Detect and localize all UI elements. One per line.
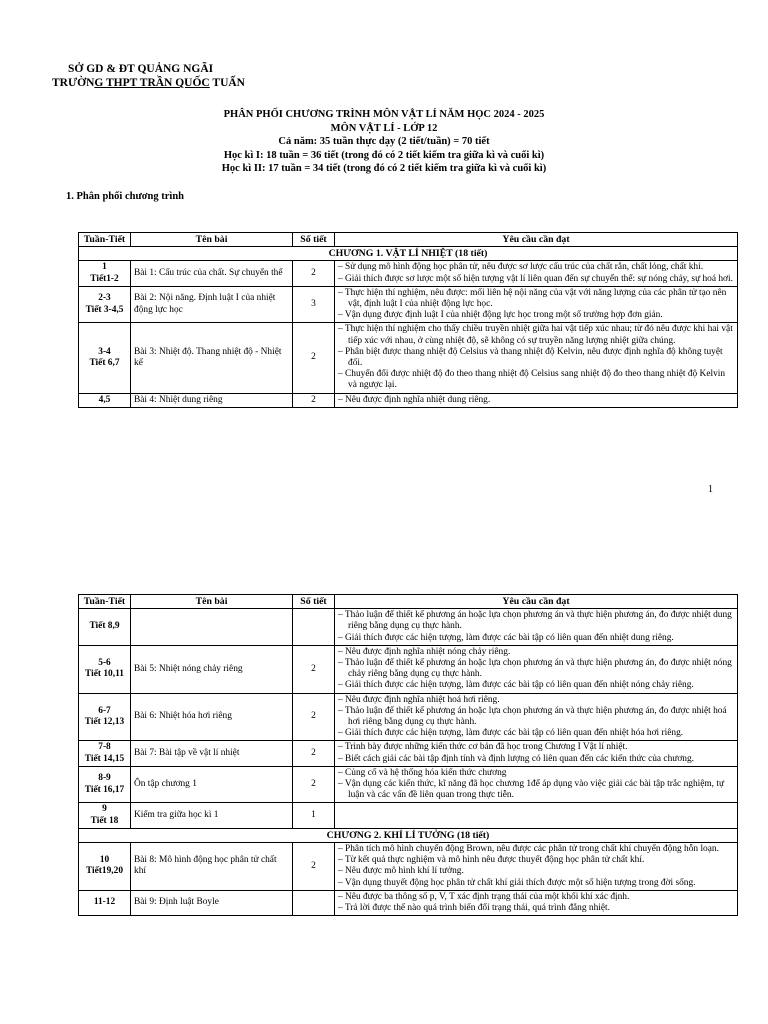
requirements-cell: [335, 609, 738, 646]
period-count-cell: 2: [293, 693, 335, 741]
requirements-cell: [335, 286, 738, 323]
requirements-cell: [335, 261, 738, 286]
table-row: [79, 890, 738, 915]
period-count-cell: 2: [293, 393, 335, 407]
program-table-page-2: [78, 594, 738, 916]
requirement-item: – Biết cách giải các bài tập định tính và định lượng có liên quan đến các kiến thức của chương.: [338, 754, 734, 765]
period-count-cell: 2: [293, 645, 335, 693]
requirements-cell: [335, 323, 738, 393]
requirement-item: – Phân biệt được thang nhiệt độ Celsius và thang nhiệt độ Kelvin, nêu được định nghĩa độ không tuyệt đối.: [338, 347, 734, 369]
week-period-cell: 2-3 Tiết 3-4,5: [79, 286, 131, 323]
lesson-name-cell: Bài 8: Mô hình động học phân tử chất khí: [131, 843, 293, 891]
requirement-item: – Phân tích mô hình chuyển động Brown, nêu được các phân tử trong chất khí chuyển động hỗn loạn.: [338, 844, 734, 855]
col-header-count: Số tiết: [293, 233, 335, 247]
table-row: [79, 741, 738, 766]
week-period-cell: 3-4 Tiết 6,7: [79, 323, 131, 393]
col-header-week: Tuần-Tiết: [79, 595, 131, 609]
requirement-item: – Thực hiện thí nghiệm, nêu được: mối liên hệ nội năng của vật với năng lượng của các phân tử tạo nên vật, định luật I của nhiệt động lực học.: [338, 288, 734, 310]
requirements-cell: [335, 766, 738, 803]
period-count-cell: [293, 609, 335, 646]
document-subtitle: MÔN VẬT LÍ - LỚP 12: [330, 122, 438, 134]
period-count-cell: 2: [293, 741, 335, 766]
requirement-item: – Nêu được định nghĩa nhiệt dung riêng.: [338, 395, 734, 406]
lesson-name-cell: Bài 5: Nhiệt nóng chảy riêng: [131, 645, 293, 693]
table-row: [79, 843, 738, 891]
lesson-name-cell: Bài 2: Nội năng. Định luật I của nhiệt động lực học: [131, 286, 293, 323]
col-header-name: Tên bài: [131, 595, 293, 609]
lesson-name-cell: [131, 609, 293, 646]
chapter-row: [79, 828, 738, 842]
requirement-item: – Vận dụng các kiến thức, kĩ năng đã học chương 1để áp dụng vào việc giải các bài tập trắc nghiệm, tự luận và các vấn đề liên quan trong thực tiễn.: [338, 779, 734, 801]
table-row: [79, 323, 738, 393]
requirement-item: – Chuyển đổi được nhiệt độ đo theo thang nhiệt độ Celsius sang nhiệt độ đo theo thang nhiệt độ Kelvin và ngược lại.: [338, 369, 734, 391]
week-period-cell: 9 Tiết 18: [79, 803, 131, 828]
school-header: [52, 62, 245, 90]
requirement-item: – Giải thích được các hiện tượng, làm được các bài tập có liên quan đến nhiệt dung riêng.: [338, 633, 734, 644]
period-count-cell: 2: [293, 843, 335, 891]
page-2: [0, 510, 768, 1024]
program-table-page-1: [78, 232, 738, 408]
requirement-item: – Giải thích được các hiện tượng, làm được các bài tập có liên quan đến nhiệt hóa hơi riêng.: [338, 728, 734, 739]
table-row: [79, 609, 738, 646]
requirement-item: – Thảo luận để thiết kế phương án hoặc lựa chọn phương án và thực hiện phương án, đo được nhiệt hoá hơi riêng bằng dụng cụ thực hành.: [338, 706, 734, 728]
chapter-title: CHƯƠNG 1. VẬT LÍ NHIỆT (18 tiết): [79, 247, 738, 261]
requirement-item: – Sử dụng mô hình động học phân tử, nêu được sơ lược cấu trúc của chất rắn, chất lỏng, chất khí.: [338, 262, 734, 273]
requirement-item: – Củng cố và hệ thống hóa kiến thức chương: [338, 768, 734, 779]
period-count-cell: [293, 890, 335, 915]
requirement-item: – Vận dụng được định luật I của nhiệt động lực học trong một số trường hợp đơn giản.: [338, 310, 734, 321]
table-header-row: [79, 233, 738, 247]
requirement-item: – Thảo luận để thiết kế phương án hoặc lựa chọn phương án và thực hiện phương án, đo được nhiệt nóng chảy riêng bằng dụng cụ thực hành.: [338, 658, 734, 680]
table-row: [79, 766, 738, 803]
lesson-name-cell: Bài 3: Nhiệt độ. Thang nhiệt độ - Nhiệt kế: [131, 323, 293, 393]
col-header-requirement: Yêu cầu cần đạt: [335, 233, 738, 247]
period-count-cell: 2: [293, 323, 335, 393]
requirements-cell: [335, 741, 738, 766]
col-header-name: Tên bài: [131, 233, 293, 247]
col-header-count: Số tiết: [293, 595, 335, 609]
semester-1-summary: Học kì I: 18 tuần = 36 tiết (trong đó có 2 tiết kiểm tra giữa kì và cuối kì): [223, 149, 545, 161]
requirement-item: – Nêu được mô hình khí lí tưởng.: [338, 866, 734, 877]
week-period-cell: 10 Tiết19,20: [79, 843, 131, 891]
lesson-name-cell: Bài 9: Định luật Boyle: [131, 890, 293, 915]
week-period-cell: 6-7 Tiết 12,13: [79, 693, 131, 741]
chapter-title: CHƯƠNG 2. KHÍ LÍ TƯỞNG (18 tiết): [79, 828, 738, 842]
requirements-cell: [335, 890, 738, 915]
table-header-row: [79, 595, 738, 609]
requirement-item: – Trả lời được thế nào quá trình biến đổi trạng thái, quá trình đẳng nhiệt.: [338, 903, 734, 914]
requirements-cell: [335, 843, 738, 891]
week-period-cell: 11-12: [79, 890, 131, 915]
document-titles: [0, 108, 768, 176]
period-count-cell: 2: [293, 261, 335, 286]
lesson-name-cell: Ôn tập chương 1: [131, 766, 293, 803]
semester-2-summary: Học kì II: 17 tuần = 34 tiết (trong đó có 2 tiết kiểm tra giữa kì và cuối kì): [221, 163, 547, 174]
requirement-item: – Giải thích được các hiện tượng, làm được các bài tập có liên quan đến nhiệt nóng chảy riêng.: [338, 680, 734, 691]
requirements-cell: [335, 803, 738, 828]
requirement-item: – Nêu được định nghĩa nhiệt nóng chảy riêng.: [338, 647, 734, 658]
table-row: [79, 693, 738, 741]
table-row: [79, 803, 738, 828]
table-row: [79, 645, 738, 693]
lesson-name-cell: Bài 6: Nhiệt hóa hơi riêng: [131, 693, 293, 741]
requirement-item: – Giải thích được sơ lược một số hiện tượng vật lí liên quan đến sự chuyển thể: sự nóng chảy, sự hoá hơi.: [338, 274, 734, 285]
week-period-cell: Tiết 8,9: [79, 609, 131, 646]
col-header-week: Tuần-Tiết: [79, 233, 131, 247]
chapter-row: [79, 247, 738, 261]
table-row: [79, 261, 738, 286]
requirements-cell: [335, 693, 738, 741]
period-count-cell: 3: [293, 286, 335, 323]
week-period-cell: 4,5: [79, 393, 131, 407]
school-name: TRƯỜNG THPT TRẦN QUỐC TUẤN: [52, 77, 245, 89]
page-number: 1: [708, 484, 713, 495]
requirements-cell: [335, 393, 738, 407]
document-title: PHÂN PHỐI CHƯƠNG TRÌNH MÔN VẬT LÍ NĂM HỌC 2024 - 2025: [223, 109, 545, 120]
week-period-cell: 8-9 Tiết 16,17: [79, 766, 131, 803]
requirement-item: – Thảo luận để thiết kế phương án hoặc lựa chọn phương án và thực hiện phương án, đo được nhiệt dung riêng bằng dụng cụ thực hành.: [338, 610, 734, 632]
requirement-item: – Nêu được ba thông số p, V, T xác định trạng thái của một khối khí xác định.: [338, 892, 734, 903]
lesson-name-cell: Kiểm tra giữa học kì 1: [131, 803, 293, 828]
lesson-name-cell: Bài 1: Cấu trúc của chất. Sự chuyển thể: [131, 261, 293, 286]
requirements-cell: [335, 645, 738, 693]
section-heading: 1. Phân phối chương trình: [66, 191, 185, 202]
week-period-cell: 5-6 Tiết 10,11: [79, 645, 131, 693]
requirement-item: – Trình bày được những kiến thức cơ bản đã học trong Chương I Vật lí nhiệt.: [338, 742, 734, 753]
requirement-item: – Thực hiện thí nghiệm cho thấy chiều truyền nhiệt giữa hai vật tiếp xúc nhau; từ đó nêu được khi hai vật tiếp xúc với nhau, ở cùng nhiệt độ, sẽ không có sự truyền năng lượng nhiệt giữa chúng.: [338, 324, 734, 346]
table-row: [79, 286, 738, 323]
col-header-requirement: Yêu cầu cần đạt: [335, 595, 738, 609]
year-summary: Cả năm: 35 tuần thực dạy (2 tiết/tuần) = 70 tiết: [278, 136, 490, 147]
period-count-cell: 1: [293, 803, 335, 828]
lesson-name-cell: Bài 4: Nhiệt dung riêng: [131, 393, 293, 407]
requirement-item: – Nêu được định nghĩa nhiệt hoá hơi riêng.: [338, 695, 734, 706]
lesson-name-cell: Bài 7: Bài tập về vật lí nhiệt: [131, 741, 293, 766]
requirement-item: – Từ kết quả thực nghiệm và mô hình nêu được thuyết động học phân tử chất khí.: [338, 855, 734, 866]
department-name: SỞ GD & ĐT QUẢNG NGÃI: [68, 63, 214, 75]
period-count-cell: 2: [293, 766, 335, 803]
page-1: [0, 0, 768, 510]
requirement-item: – Vận dụng thuyết động học phân tử chất khí giải thích được một số hiện tượng trong đời sống.: [338, 878, 734, 889]
week-period-cell: 7-8 Tiết 14,15: [79, 741, 131, 766]
week-period-cell: 1 Tiết1-2: [79, 261, 131, 286]
table-row: [79, 393, 738, 407]
